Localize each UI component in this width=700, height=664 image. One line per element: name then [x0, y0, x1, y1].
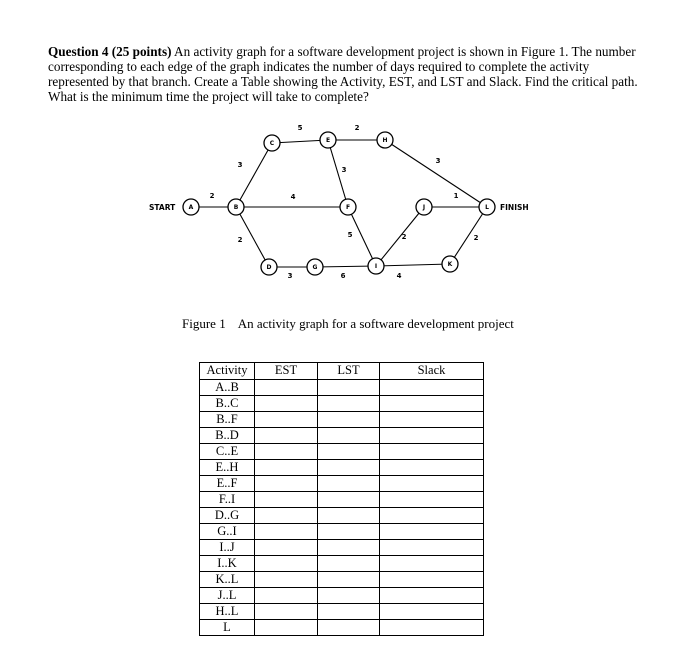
slack-cell: [380, 556, 484, 572]
lst-cell: [318, 428, 380, 444]
table-row: [200, 412, 484, 428]
activity-cell: B..D: [200, 428, 255, 444]
figure-number: Figure 1: [182, 316, 226, 331]
table-header-row: [200, 363, 484, 380]
table-row: [200, 492, 484, 508]
node-label-k: K: [447, 261, 453, 269]
node-label-c: C: [269, 140, 275, 148]
edge-g-i: [315, 266, 376, 267]
edge-k-l: [450, 207, 487, 264]
activity-table: [199, 362, 484, 636]
edge-weight-b-d: 2: [237, 236, 243, 244]
activity-cell: B..F: [200, 412, 255, 428]
slack-cell: [380, 476, 484, 492]
header-est: EST: [255, 363, 318, 380]
table-row: [200, 556, 484, 572]
activity-cell: I..K: [200, 556, 255, 572]
est-cell: [255, 524, 318, 540]
table-row: [200, 508, 484, 524]
node-label-b: B: [233, 204, 239, 212]
node-label-a: A: [188, 204, 194, 212]
slack-cell: [380, 444, 484, 460]
node-label-i: I: [374, 263, 378, 271]
edge-weight-b-f: 4: [290, 193, 296, 201]
edge-weight-d-g: 3: [287, 272, 293, 280]
lst-cell: [318, 556, 380, 572]
lst-cell: [318, 460, 380, 476]
edge-weight-b-c: 3: [237, 161, 243, 169]
slack-cell: [380, 412, 484, 428]
header-lst: LST: [318, 363, 380, 380]
est-cell: [255, 540, 318, 556]
activity-cell: J..L: [200, 588, 255, 604]
edge-weight-f-i: 5: [347, 231, 353, 239]
activity-cell: E..H: [200, 460, 255, 476]
lst-cell: [318, 620, 380, 636]
table-row: [200, 524, 484, 540]
slack-cell: [380, 572, 484, 588]
activity-cell: I..J: [200, 540, 255, 556]
activity-cell: K..L: [200, 572, 255, 588]
slack-cell: [380, 380, 484, 396]
node-label-f: F: [345, 204, 351, 212]
est-cell: [255, 412, 318, 428]
slack-cell: [380, 588, 484, 604]
est-cell: [255, 572, 318, 588]
lst-cell: [318, 396, 380, 412]
edge-b-c: [236, 143, 272, 207]
edge-weight-a-b: 2: [209, 192, 215, 200]
activity-cell: L: [200, 620, 255, 636]
slack-cell: [380, 508, 484, 524]
activity-cell: B..C: [200, 396, 255, 412]
slack-cell: [380, 604, 484, 620]
lst-cell: [318, 588, 380, 604]
activity-cell: E..F: [200, 476, 255, 492]
est-cell: [255, 604, 318, 620]
activity-cell: C..E: [200, 444, 255, 460]
est-cell: [255, 396, 318, 412]
header-slack: Slack: [380, 363, 484, 380]
activity-cell: D..G: [200, 508, 255, 524]
slack-cell: [380, 460, 484, 476]
lst-cell: [318, 524, 380, 540]
est-cell: [255, 380, 318, 396]
edge-weight-j-l: 1: [453, 192, 459, 200]
node-label-l: L: [485, 204, 489, 212]
node-label-d: D: [266, 264, 272, 272]
est-cell: [255, 428, 318, 444]
lst-cell: [318, 572, 380, 588]
figure-caption: [182, 316, 514, 332]
est-cell: [255, 476, 318, 492]
node-label-j: J: [422, 204, 426, 212]
est-cell: [255, 508, 318, 524]
lst-cell: [318, 444, 380, 460]
node-label-g: G: [312, 264, 318, 272]
finish-label: FINISH: [500, 203, 529, 212]
table-row: [200, 476, 484, 492]
question-body: An activity graph for a software development project is shown in Figure 1. The number corresponding to each edge of the graph indicates the number of days required to complete the activity represented by that branch. Create a Table showing the Activity, EST, and LST and Slack. Find the critical path. What is the minimum time the project will take to complete?: [48, 44, 638, 104]
lst-cell: [318, 604, 380, 620]
table-row: [200, 604, 484, 620]
est-cell: [255, 556, 318, 572]
question-title: Question 4 (25 points): [48, 44, 172, 59]
edge-i-k: [376, 264, 450, 266]
node-label-h: H: [382, 137, 388, 145]
activity-cell: A..B: [200, 380, 255, 396]
figure-caption-text: An activity graph for a software development project: [237, 316, 514, 331]
lst-cell: [318, 508, 380, 524]
activity-cell: G..I: [200, 524, 255, 540]
slack-cell: [380, 540, 484, 556]
table-row: [200, 460, 484, 476]
slack-cell: [380, 428, 484, 444]
est-cell: [255, 620, 318, 636]
table-row: [200, 396, 484, 412]
est-cell: [255, 588, 318, 604]
edge-weight-k-l: 2: [473, 234, 479, 242]
edge-weight-g-i: 6: [340, 272, 346, 280]
activity-cell: H..L: [200, 604, 255, 620]
start-label: START: [149, 203, 176, 212]
lst-cell: [318, 476, 380, 492]
lst-cell: [318, 412, 380, 428]
est-cell: [255, 460, 318, 476]
table-row: [200, 428, 484, 444]
edge-weight-e-f: 3: [341, 166, 347, 174]
table-row: [200, 540, 484, 556]
lst-cell: [318, 540, 380, 556]
edge-weight-i-k: 4: [396, 272, 402, 280]
lst-cell: [318, 492, 380, 508]
table-row: [200, 444, 484, 460]
table-row: [200, 380, 484, 396]
table-row: [200, 588, 484, 604]
table-row: [200, 572, 484, 588]
edge-weight-c-e: 5: [297, 124, 303, 132]
slack-cell: [380, 620, 484, 636]
edge-weight-i-j: 2: [401, 233, 407, 241]
edge-h-l: [385, 140, 487, 207]
edge-i-j: [376, 207, 424, 266]
table-row: [200, 620, 484, 636]
header-activity: Activity: [200, 363, 255, 380]
est-cell: [255, 444, 318, 460]
edge-weight-e-h: 2: [354, 124, 360, 132]
slack-cell: [380, 524, 484, 540]
slack-cell: [380, 396, 484, 412]
activity-cell: F..I: [200, 492, 255, 508]
edge-weight-h-l: 3: [435, 157, 441, 165]
lst-cell: [318, 380, 380, 396]
slack-cell: [380, 492, 484, 508]
est-cell: [255, 492, 318, 508]
node-label-e: E: [325, 137, 331, 145]
